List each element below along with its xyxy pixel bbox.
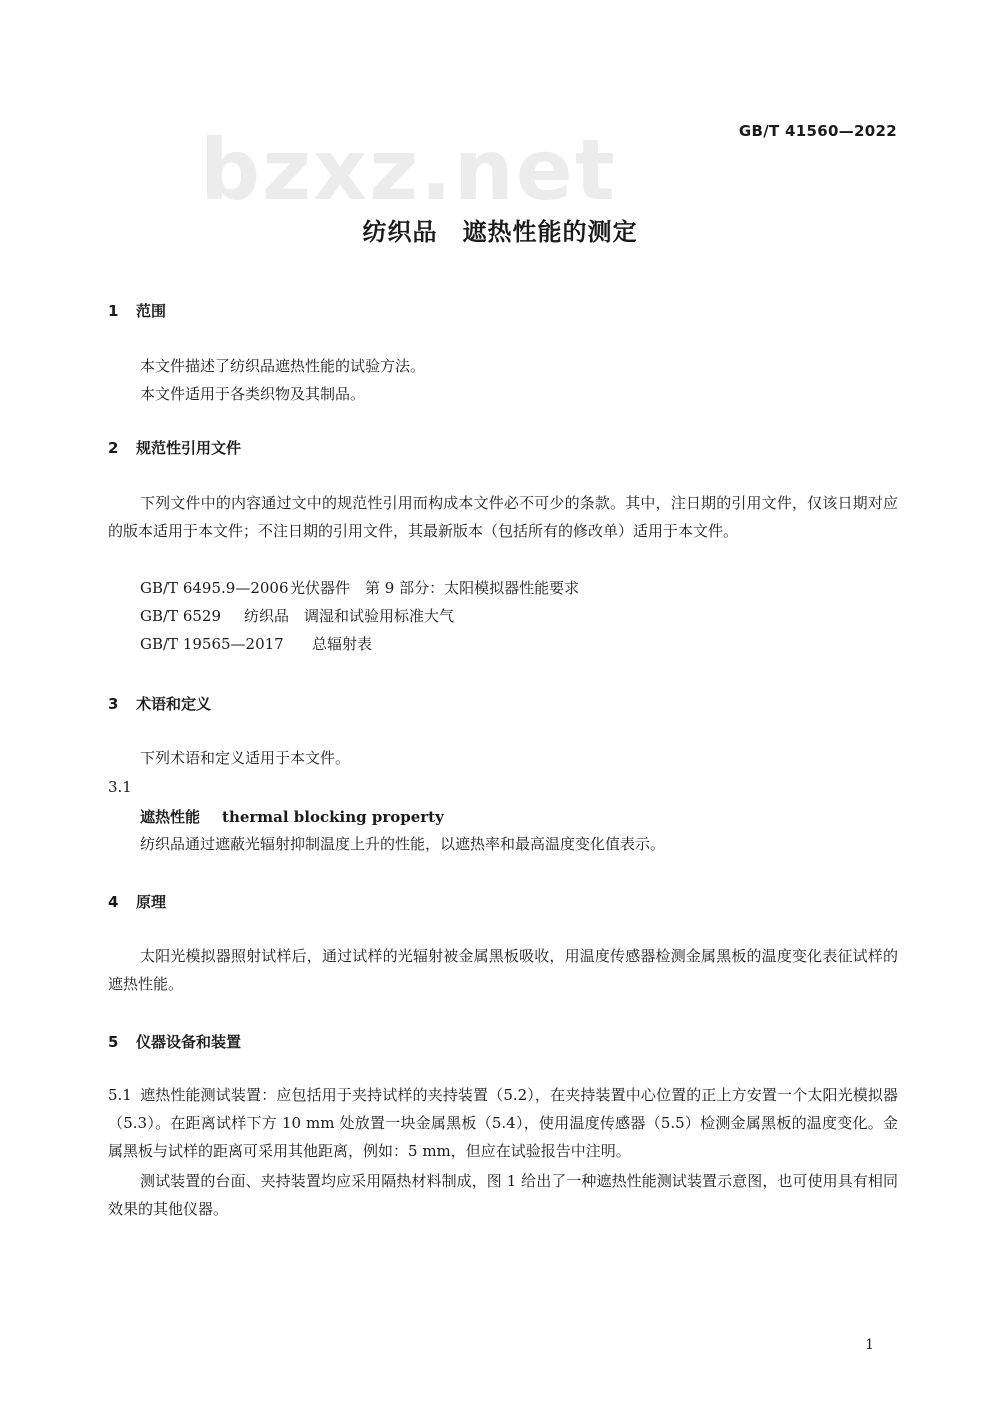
page-number: 1 <box>865 1337 874 1353</box>
document-title: 纺织品 遮热性能的测定 <box>362 218 638 246</box>
term-number: 3.1 <box>108 778 132 796</box>
standard-code: GB/T 41560—2022 <box>738 122 897 140</box>
watermark-text: bzxz.net <box>200 121 617 219</box>
reference-title: 光伏器件 第 9 部分：太阳模拟器性能要求 <box>290 579 580 597</box>
section-4-heading <box>108 891 166 912</box>
clause-number: 5.1 <box>108 1086 132 1104</box>
section-3-heading <box>108 693 211 714</box>
section-title: 规范性引用文件 <box>136 439 242 457</box>
reference-item <box>140 574 579 602</box>
section-5-heading <box>108 1031 241 1052</box>
section-title: 仪器设备和装置 <box>136 1033 242 1051</box>
term-english: thermal blocking property <box>222 808 444 826</box>
section-3-intro: 下列术语和定义适用于本文件。 <box>140 749 351 767</box>
clause-text: 遮热性能测试装置：应包括用于夹持试样的夹持装置（5.2），在夹持装置中心位置的正上方安置一个太阳光模拟器（5.3）。在距离试样下方 10 mm 处放置一块金属黑板（5.4），使用温度传感器（5.5）检测金属黑板的温度变化。金属黑板与试样的距离可采用其他距离，例如：5 mm，但应在试验报告中注明。 <box>108 1086 898 1160</box>
section-number: 1 <box>108 302 119 320</box>
reference-item <box>140 630 372 658</box>
term-entry <box>140 806 444 827</box>
reference-code: GB/T 19565—2017 <box>140 635 284 653</box>
reference-title: 总辐射表 <box>312 635 373 653</box>
section-2-intro: 下列文件中的内容通过文中的规范性引用而构成本文件必不可少的条款。其中，注日期的引用文件，仅该日期对应的版本适用于本文件；不注日期的引用文件，其最新版本（包括所有的修改单）适用于本文件。 <box>108 494 898 540</box>
section-number: 4 <box>108 893 119 911</box>
section-title: 范围 <box>136 302 167 320</box>
section-1-paragraph-2: 本文件适用于各类织物及其制品。 <box>140 385 366 403</box>
section-title: 原理 <box>136 893 167 911</box>
clause-5-1 <box>108 1081 898 1165</box>
reference-code: GB/T 6529 <box>140 607 222 625</box>
term-chinese: 遮热性能 <box>140 808 201 826</box>
section-number: 3 <box>108 695 119 713</box>
section-4-paragraph: 太阳光模拟器照射试样后，通过试样的光辐射被金属黑板吸收，用温度传感器检测金属黑板的温度变化表征试样的遮热性能。 <box>108 947 898 993</box>
section-title: 术语和定义 <box>136 695 212 713</box>
section-1-paragraph-1: 本文件描述了纺织品遮热性能的试验方法。 <box>140 357 426 375</box>
section-number: 5 <box>108 1033 119 1051</box>
reference-code: GB/T 6495.9—2006 <box>140 579 289 597</box>
reference-item <box>140 602 454 630</box>
term-definition: 纺织品通过遮蔽光辐射抑制温度上升的性能，以遮热率和最高温度变化值表示。 <box>140 835 666 853</box>
section-2-heading <box>108 437 241 458</box>
section-number: 2 <box>108 439 119 457</box>
section-1-heading <box>108 300 166 321</box>
section-5-paragraph-2: 测试装置的台面、夹持装置均应采用隔热材料制成，图 1 给出了一种遮热性能测试装置示意图，也可使用具有相同效果的其他仪器。 <box>108 1172 898 1218</box>
reference-title: 纺织品 调湿和试验用标准大气 <box>244 607 455 625</box>
